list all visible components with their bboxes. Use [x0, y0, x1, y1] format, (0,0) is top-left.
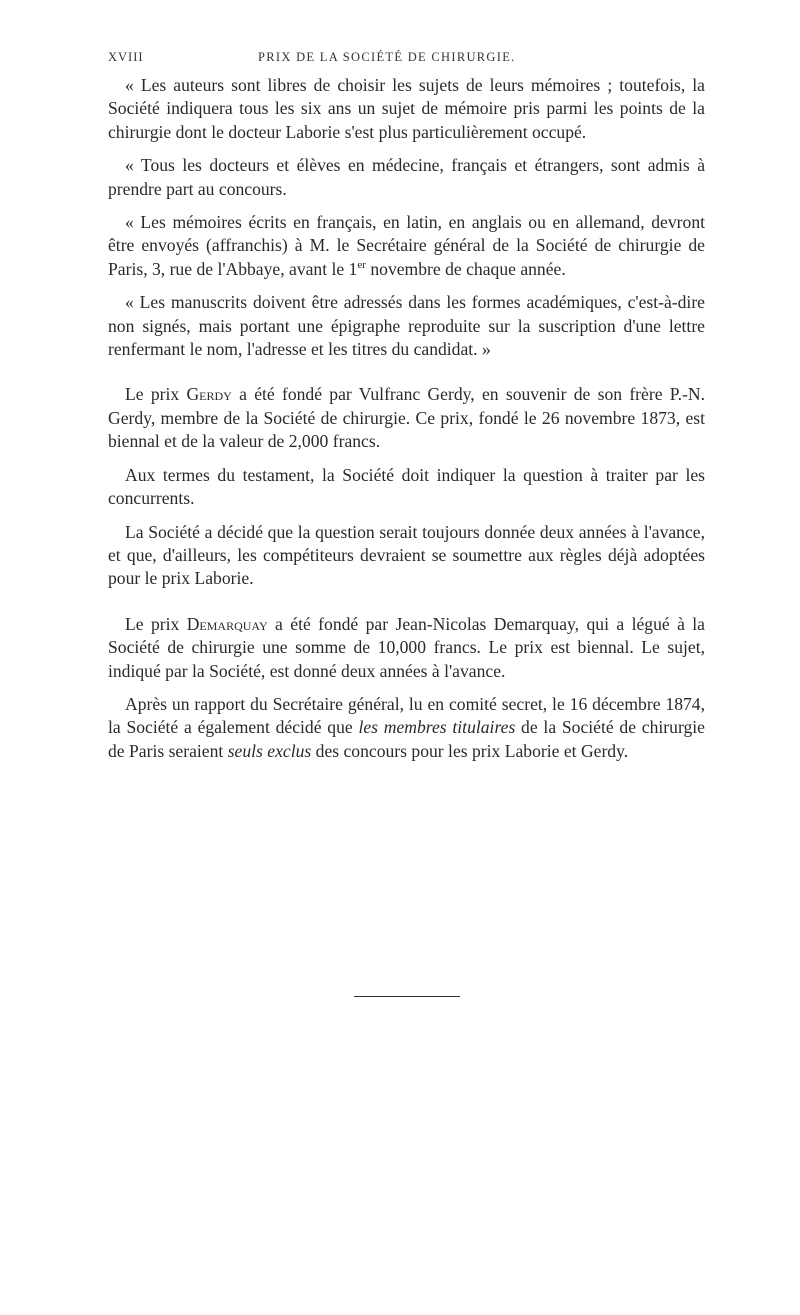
gerdy-text-end: a été fondé par Vulfranc Gerdy, en souvenir de son frère P.-N. Gerdy, membre de la Société de chirurgie. Ce prix, fondé le 26 novembre 1873, est biennal et de la valeur de 2,000 francs.: [108, 384, 705, 452]
submission-text-end: novembre de chaque année.: [365, 258, 566, 279]
paragraph-exclusion-decision: [108, 693, 705, 763]
submission-text-start: « Les mémoires écrits en français, en latin, en anglais ou en allemand, devront être envoyés (affranchis) à M. le Secrétaire général de la Société de chirurgie de Paris, 3, rue de l'Abbaye, avant le 1: [108, 212, 705, 279]
ordinal-superscript: er: [357, 258, 366, 271]
paragraph-laborie-submission: [108, 211, 705, 281]
demarquay-text-start: Le prix: [125, 613, 187, 634]
exclusion-text-start: Après un rapport du Secrétaire général, lu en comité secret, le 16 décembre 1874, la Société a également décidé que: [108, 693, 705, 738]
exclusion-emphasis-excluded: seuls exclus: [227, 740, 312, 761]
running-header: [108, 48, 705, 70]
running-title: PRIX DE LA SOCIÉTÉ DE CHIRURGIE.: [258, 50, 516, 64]
body-text: [108, 74, 705, 763]
paragraph-laborie-subjects: « Les auteurs sont libres de choisir les sujets de leurs mémoires ; toutefois, la Société indiquera tous les six ans un sujet de mémoire pris parmi les points de la chirurgie dont le docteur Laborie s'est plus particulièrement occupé.: [108, 75, 705, 142]
gerdy-text-start: Le prix: [125, 384, 187, 405]
paragraph-demarquay-prize: [108, 613, 705, 683]
demarquay-text-end: a été fondé par Jean-Nicolas Demarquay, qui a légué à la Société de chirurgie une somme de 10,000 francs. Le prix est biennal. Le sujet, indiqué par la Société, est donné deux années à l'avance.: [108, 613, 705, 681]
exclusion-emphasis-members: les membres titulaires: [358, 717, 516, 738]
paragraph-laborie-eligibility: « Tous les docteurs et élèves en médecine, français et étrangers, sont admis à prendre part au concours.: [108, 155, 705, 199]
paragraph-gerdy-prize: [108, 383, 705, 453]
exclusion-text-end: des concours pour les prix Laborie et Gerdy.: [311, 740, 629, 761]
exclusion-text-middle: de la Société de chirurgie de Paris seraient: [108, 717, 705, 761]
book-page: [108, 48, 705, 763]
page-number: XVIII: [108, 50, 144, 64]
paragraph-gerdy-testament: Aux termes du testament, la Société doit indiquer la question à traiter par les concurrents.: [108, 464, 705, 509]
demarquay-prize-name: Demarquay: [186, 613, 268, 634]
end-rule-divider: [354, 996, 460, 997]
paragraph-gerdy-rules: La Société a décidé que la question serait toujours donnée deux années à l'avance, et que, d'ailleurs, les compétiteurs devraient se soumettre aux règles déjà adoptées pour le prix Laborie.: [108, 521, 705, 589]
paragraph-laborie-manuscripts: « Les manuscrits doivent être adressés dans les formes académiques, c'est-à-dire non signés, mais portant une épigraphe reproduite sur la suscription d'une lettre renfermant le nom, l'adresse et les titres du candidat. »: [108, 292, 705, 360]
gerdy-prize-name: Gerdy: [186, 384, 232, 405]
